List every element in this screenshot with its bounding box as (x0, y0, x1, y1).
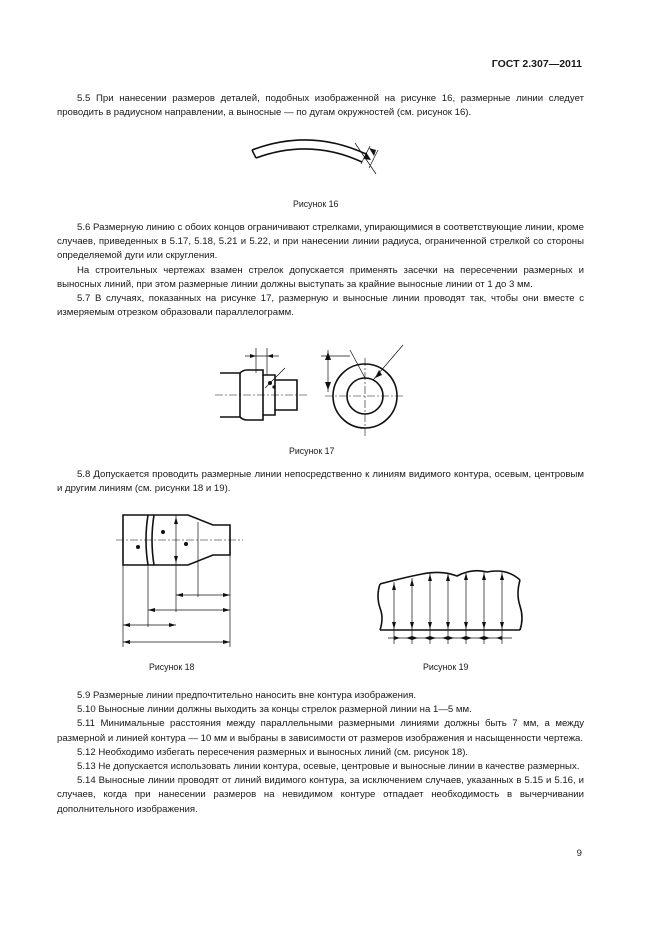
page-number: 9 (576, 848, 582, 859)
figure-16 (240, 128, 390, 193)
figure-19-drawing (372, 560, 527, 650)
paragraph: 5.5 При нанесении размеров деталей, подобных изображенной на рисунке 16, размерные линии следует проводить в радиусном направлении, а выносные — по дугам окружностей (см. рисунок 16). (57, 93, 584, 119)
paragraph: 5.13 Не допускается использовать линии контура, осевые, центровые и выносные линии в качестве размерных. (77, 761, 580, 773)
figure-19 (372, 560, 527, 655)
paragraph: 5.9 Размерные линии предпочтительно наносить вне контура изображения. (77, 690, 417, 701)
figure-18-drawing (108, 507, 253, 655)
paragraph: 5.10 Выносные линии должны выходить за концы стрелок размерной линии на 1—5 мм. (77, 704, 472, 716)
paragraph: 5.11 Минимальные расстояния между параллельными размерными линиями должны быть 7 мм, а между размерной и линией контура — 10 мм и выбраны в зависимости от размеров изображения и насыщенности чертежа. (57, 718, 584, 744)
figure-18 (108, 507, 253, 660)
paragraph: 5.6 Размерную линию с обоих концов ограничивают стрелками, упирающимися в соответствующие линии, кроме случаев, приведенных в 5.17, 5.18, 5.21 и 5.22, и при нанесении линии радиуса, ограниченной стрелкой со стороны определяемой дуги или скругления. (57, 222, 584, 262)
figure-17-drawing (215, 340, 415, 440)
document-code: ГОСТ 2.307—2011 (491, 58, 582, 70)
figure-17-caption: Рисунок 17 (289, 446, 335, 456)
figure-16-caption: Рисунок 16 (293, 199, 339, 209)
paragraph: На строительных чертежах взамен стрелок допускается применять засечки на пересечении размерных и выносных линий, при этом размерные линии должны выступать за крайние выносные линии от 1 до 3 мм. (57, 264, 584, 290)
paragraph: 5.12 Необходимо избегать пересечения размерных и выносных линий (см. рисунок 18). (77, 746, 469, 758)
figure-19-caption: Рисунок 19 (423, 662, 469, 672)
section-5-6-5-7 (57, 221, 584, 320)
paragraph: 5.14 Выносные линии проводят от линий видимого контура, за исключением случаев, указанных в 5.15 и 5.16, и случаев, когда при нанесении размеров на невидимом контуре отпадает необходимость в вычерчивании дополнительного изображения. (57, 775, 584, 815)
figure-18-caption: Рисунок 18 (149, 662, 195, 672)
paragraph: 5.8 Допускается проводить размерные линии непосредственно к линиям видимого контура, осевым, центровым и другим линиям (см. рисунки 18 и 19). (57, 469, 584, 495)
paragraph: 5.7 В случаях, показанных на рисунке 17, размерную и выносные линии проводят так, чтобы они вместе с измеряемым отрезком образовали параллелограмм. (57, 293, 584, 319)
section-5-8 (57, 468, 584, 496)
figure-16-drawing (240, 128, 390, 188)
section-5-5 (57, 92, 584, 120)
section-5-9-5-14 (57, 689, 584, 817)
figure-17 (215, 340, 415, 445)
